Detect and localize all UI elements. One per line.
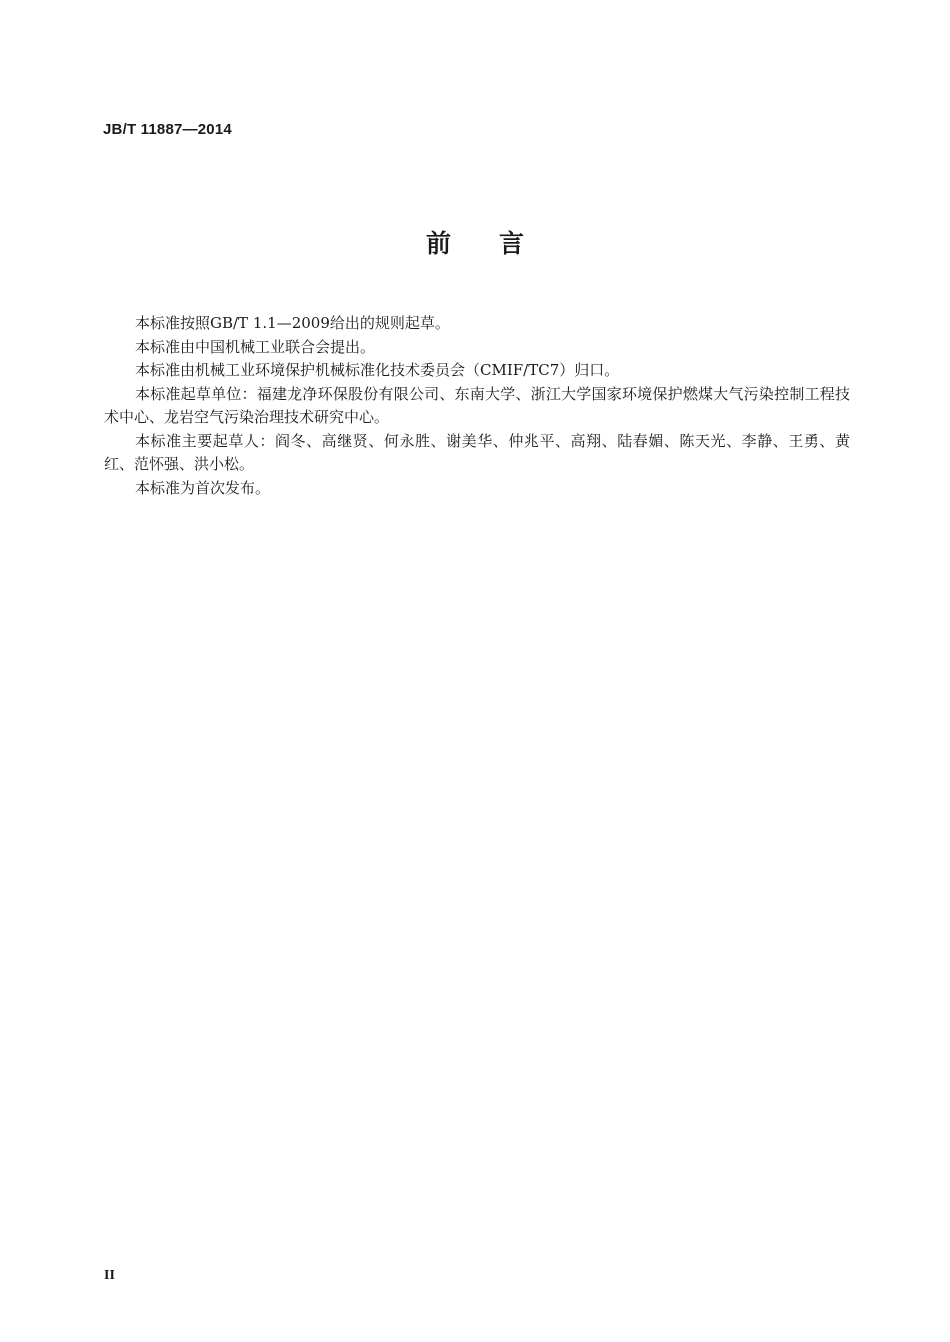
paragraph-proposer: 本标准由中国机械工业联合会提出。 xyxy=(135,337,376,356)
preface-body xyxy=(104,312,850,500)
standard-code: JB/T 11887—2014 xyxy=(103,121,232,138)
paragraph-drafters: 本标准主要起草人：阎冬、高继贤、何永胜、谢美华、仲兆平、高翔、陆春媚、陈天光、李静、王勇、黄红、范怀强、洪小松。 xyxy=(104,431,850,473)
paragraph-drafting-units: 本标准起草单位：福建龙净环保股份有限公司、东南大学、浙江大学国家环境保护燃煤大气污染控制工程技术中心、龙岩空气污染治理技术研究中心。 xyxy=(104,384,850,426)
page-number: II xyxy=(104,1268,115,1283)
paragraph-first-release: 本标准为首次发布。 xyxy=(135,478,271,497)
paragraph-drafting-rules: 本标准按照GB/T 1.1—2009给出的规则起草。 xyxy=(135,314,450,332)
paragraph-committee: 本标准由机械工业环境保护机械标准化技术委员会（CMIF/TC7）归口。 xyxy=(135,361,620,379)
page-title: 前言 xyxy=(425,229,572,258)
